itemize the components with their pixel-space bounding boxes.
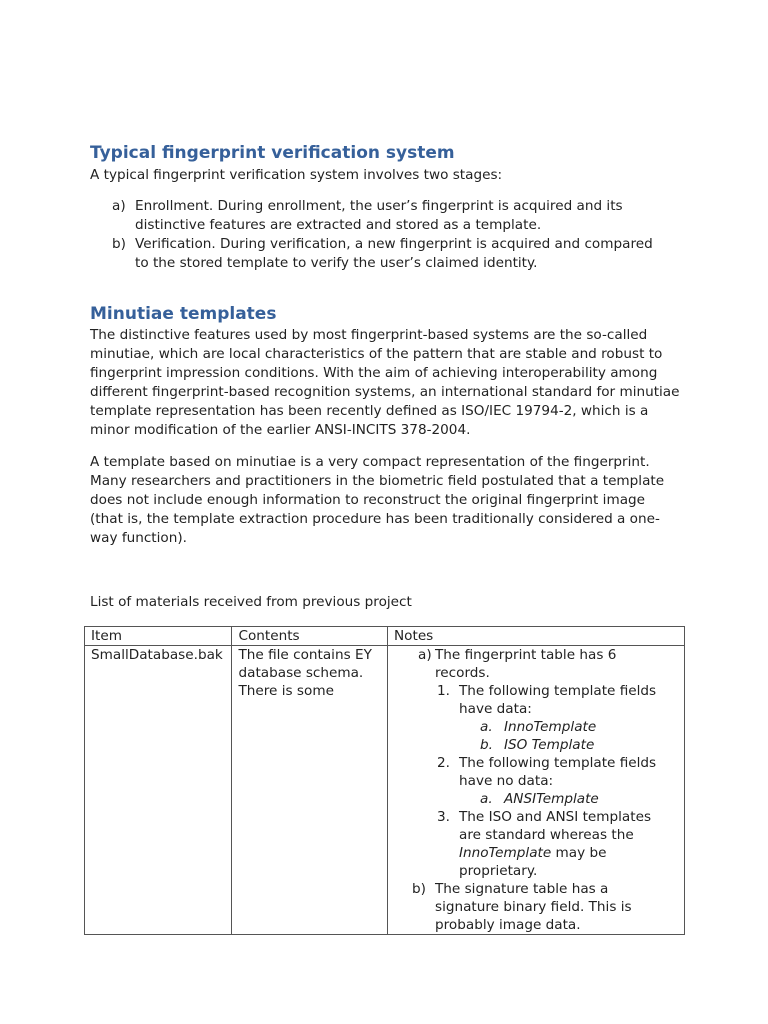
note-text-part: may be proprietary.	[459, 845, 607, 879]
note-text: ANSITemplate	[504, 791, 599, 807]
note-marker: a.	[480, 719, 493, 735]
note-text: InnoTemplate	[504, 719, 597, 735]
note-text: ISO Template	[504, 737, 595, 753]
section-heading-verification: Typical fingerprint verification system	[90, 143, 455, 163]
note-subitem	[388, 754, 684, 790]
note-text: The signature table has a signature binary field. This is probably image data.	[435, 881, 632, 933]
cell-contents: The file contains EY database schema. There is some	[232, 646, 388, 935]
body-paragraph: The distinctive features used by most fingerprint-based systems are the so-called minutiae, which are local characteristics of the pattern that are stable and robust to fingerprint impression conditions. With the aim of achieving interoperability among different fingerprint-based recognition systems, an international standard for minutiae template representation has been recently defined as ISO/IEC 19794-2, which is a minor modification of the earlier ANSI-INCITS 378-2004.	[90, 327, 680, 438]
section-heading-minutiae: Minutiae templates	[90, 304, 277, 324]
note-subsubitem	[388, 736, 684, 754]
intro-paragraph: A typical fingerprint verification system involves two stages:	[90, 167, 503, 183]
list-marker: a)	[112, 198, 126, 214]
list-item	[90, 197, 686, 235]
note-subitem	[388, 808, 684, 880]
note-marker: 2.	[437, 755, 450, 771]
cell-notes	[388, 646, 685, 935]
note-text-part: The ISO and ANSI templates are standard whereas the	[459, 809, 652, 843]
note-marker: 1.	[437, 683, 450, 699]
note-text	[459, 808, 669, 880]
note-item	[388, 880, 684, 934]
list-item-text: Verification. During verification, a new fingerprint is acquired and compared to the stored template to verify the user’s claimed identity.	[135, 236, 653, 271]
note-marker: a)	[418, 647, 432, 663]
column-header-item: Item	[85, 627, 232, 646]
note-marker: b.	[480, 737, 493, 753]
cell-item: SmallDatabase.bak	[85, 646, 232, 935]
note-subitem	[388, 682, 684, 718]
materials-table	[84, 626, 685, 935]
stages-list	[90, 197, 686, 273]
column-header-notes: Notes	[388, 627, 685, 646]
note-subsubitem	[388, 718, 684, 736]
list-item	[90, 235, 686, 273]
note-text: The following template fields have no data:	[459, 755, 657, 789]
note-item	[388, 646, 684, 682]
note-marker: 3.	[437, 809, 450, 825]
note-text-emphasis: InnoTemplate	[459, 845, 552, 861]
body-paragraph: A template based on minutiae is a very compact representation of the fingerprint. Many researchers and practitioners in the biometric field postulated that a template does not include enough information to reconstruct the original fingerprint image (that is, the template extraction procedure has been traditionally considered a one-way function).	[90, 454, 665, 546]
table-header-row	[85, 627, 685, 646]
table-row	[85, 646, 685, 935]
list-marker: b)	[112, 236, 126, 252]
note-text: The fingerprint table has 6 records.	[435, 647, 617, 681]
note-marker: a.	[480, 791, 493, 807]
note-text: The following template fields have data:	[459, 683, 657, 717]
note-subsubitem	[388, 790, 684, 808]
column-header-contents: Contents	[232, 627, 388, 646]
note-marker: b)	[412, 881, 426, 897]
list-item-text: Enrollment. During enrollment, the user’s fingerprint is acquired and its distinctive features are extracted and stored as a template.	[135, 198, 623, 233]
materials-caption: List of materials received from previous project	[90, 594, 412, 610]
